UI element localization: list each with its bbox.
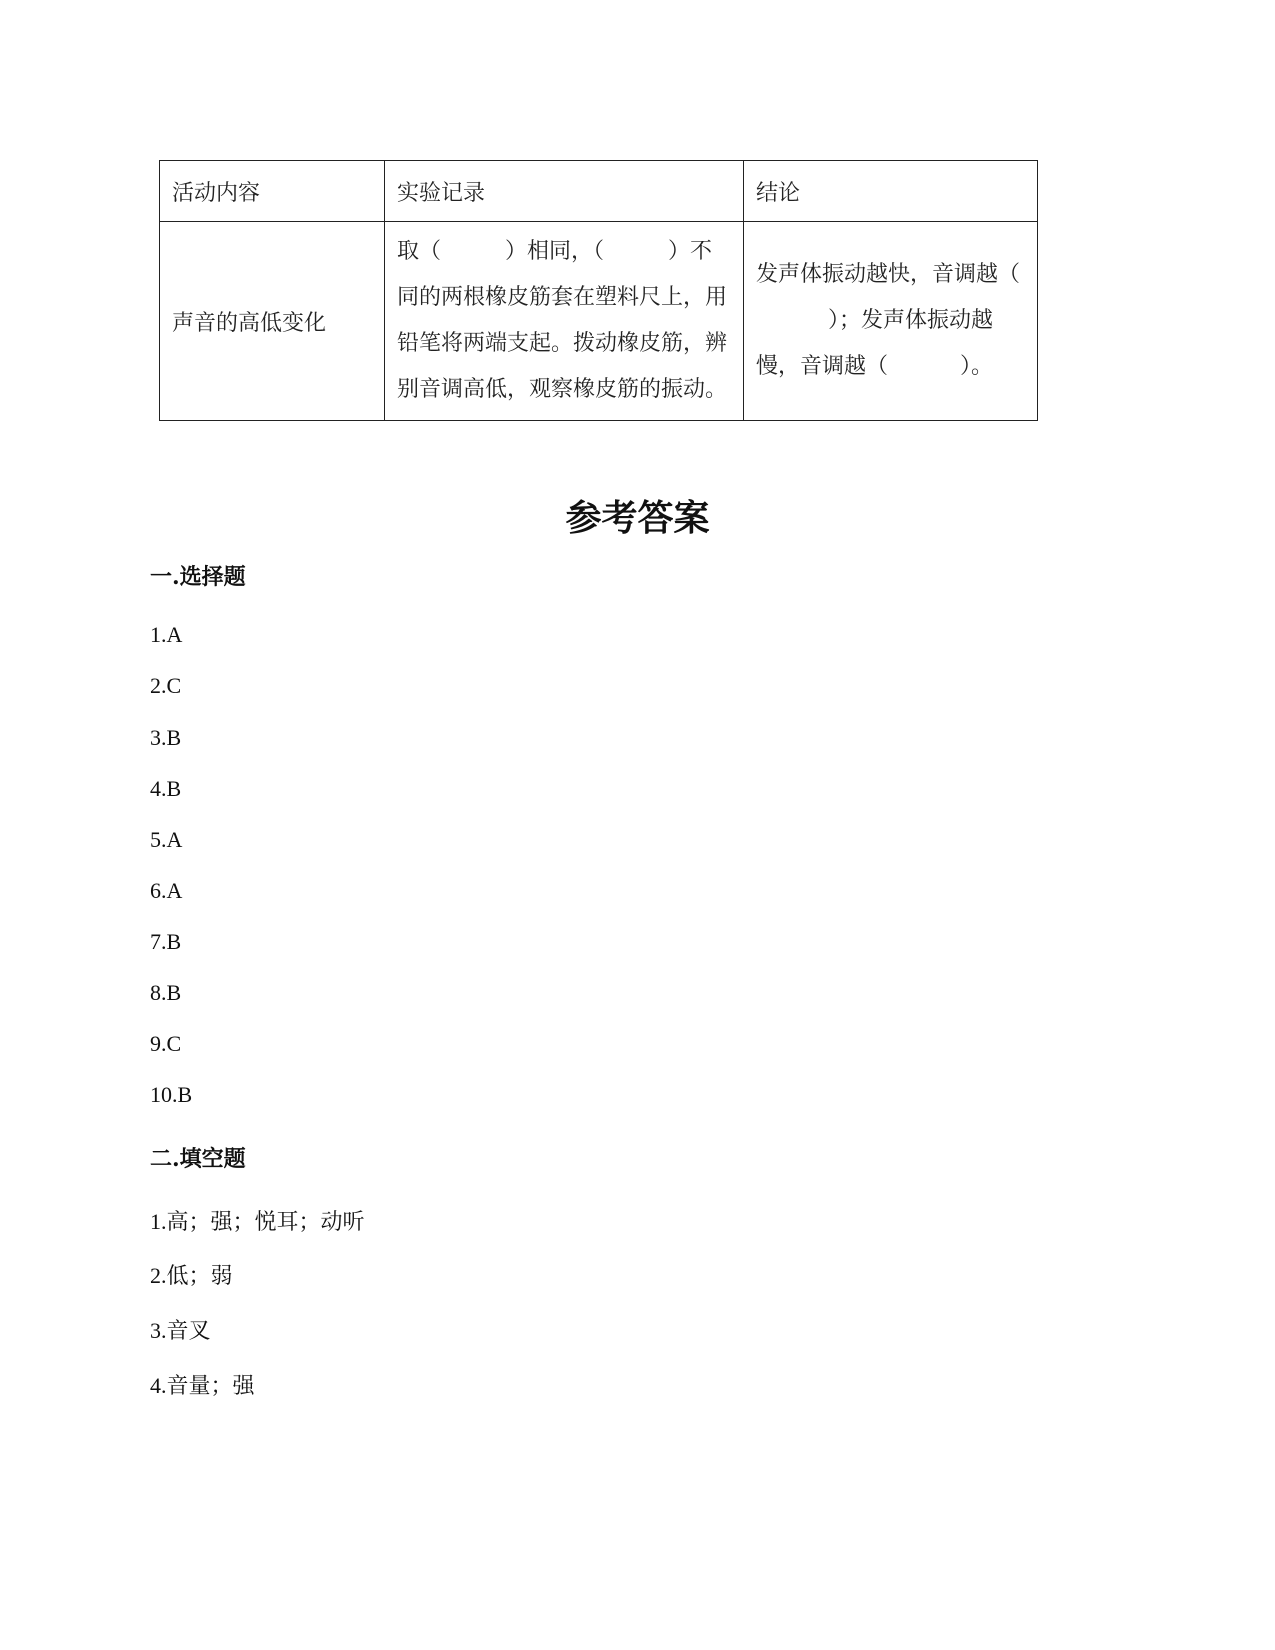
table-row	[160, 222, 1038, 421]
choice-answer-5: 5.A	[150, 827, 183, 852]
conclusion-text-1: 发声体振动越快，音调越（	[756, 262, 1021, 287]
cell-activity: 声音的高低变化	[160, 222, 385, 421]
section-heading-choice: 一.选择题	[150, 564, 246, 590]
choice-answer-8: 8.B	[150, 980, 182, 1005]
cell-record	[385, 222, 744, 421]
fill-answer-1: 1.高；强；悦耳；动听	[150, 1209, 365, 1234]
record-text-2: ）相同，（	[505, 239, 605, 264]
record-text-3: ）不同的两根橡皮筋套在塑料尺上，用铅笔将两端支起。拨动橡皮筋，辨别音调高低，观察橡皮筋的振动。	[397, 239, 728, 402]
choice-answer-2: 2.C	[150, 673, 182, 698]
fill-answer-3: 3.音叉	[150, 1318, 211, 1343]
header-record: 实验记录	[385, 161, 744, 222]
header-conclusion: 结论	[744, 161, 1038, 222]
fill-answer-4: 4.音量；强	[150, 1373, 255, 1398]
choice-answer-10: 10.B	[150, 1082, 193, 1107]
choice-answer-7: 7.B	[150, 929, 182, 954]
answer-key-title: 参考答案	[565, 497, 710, 539]
cell-conclusion	[744, 222, 1038, 421]
choice-answer-3: 3.B	[150, 725, 182, 750]
choice-answer-4: 4.B	[150, 776, 182, 801]
choice-answer-1: 1.A	[150, 622, 183, 647]
header-activity: 活动内容	[160, 161, 385, 222]
conclusion-text-3: ）。	[960, 354, 994, 379]
record-text-1: 取（	[397, 239, 442, 264]
experiment-table	[159, 160, 1038, 421]
fill-answer-2: 2.低；弱	[150, 1263, 233, 1288]
choice-answer-9: 9.C	[150, 1031, 182, 1056]
section-heading-fill: 二.填空题	[150, 1146, 246, 1172]
choice-answer-6: 6.A	[150, 878, 183, 903]
table-header-row	[160, 161, 1038, 222]
conclusion-text-2: ）；发声体振动越慢，音调越（	[756, 308, 994, 379]
